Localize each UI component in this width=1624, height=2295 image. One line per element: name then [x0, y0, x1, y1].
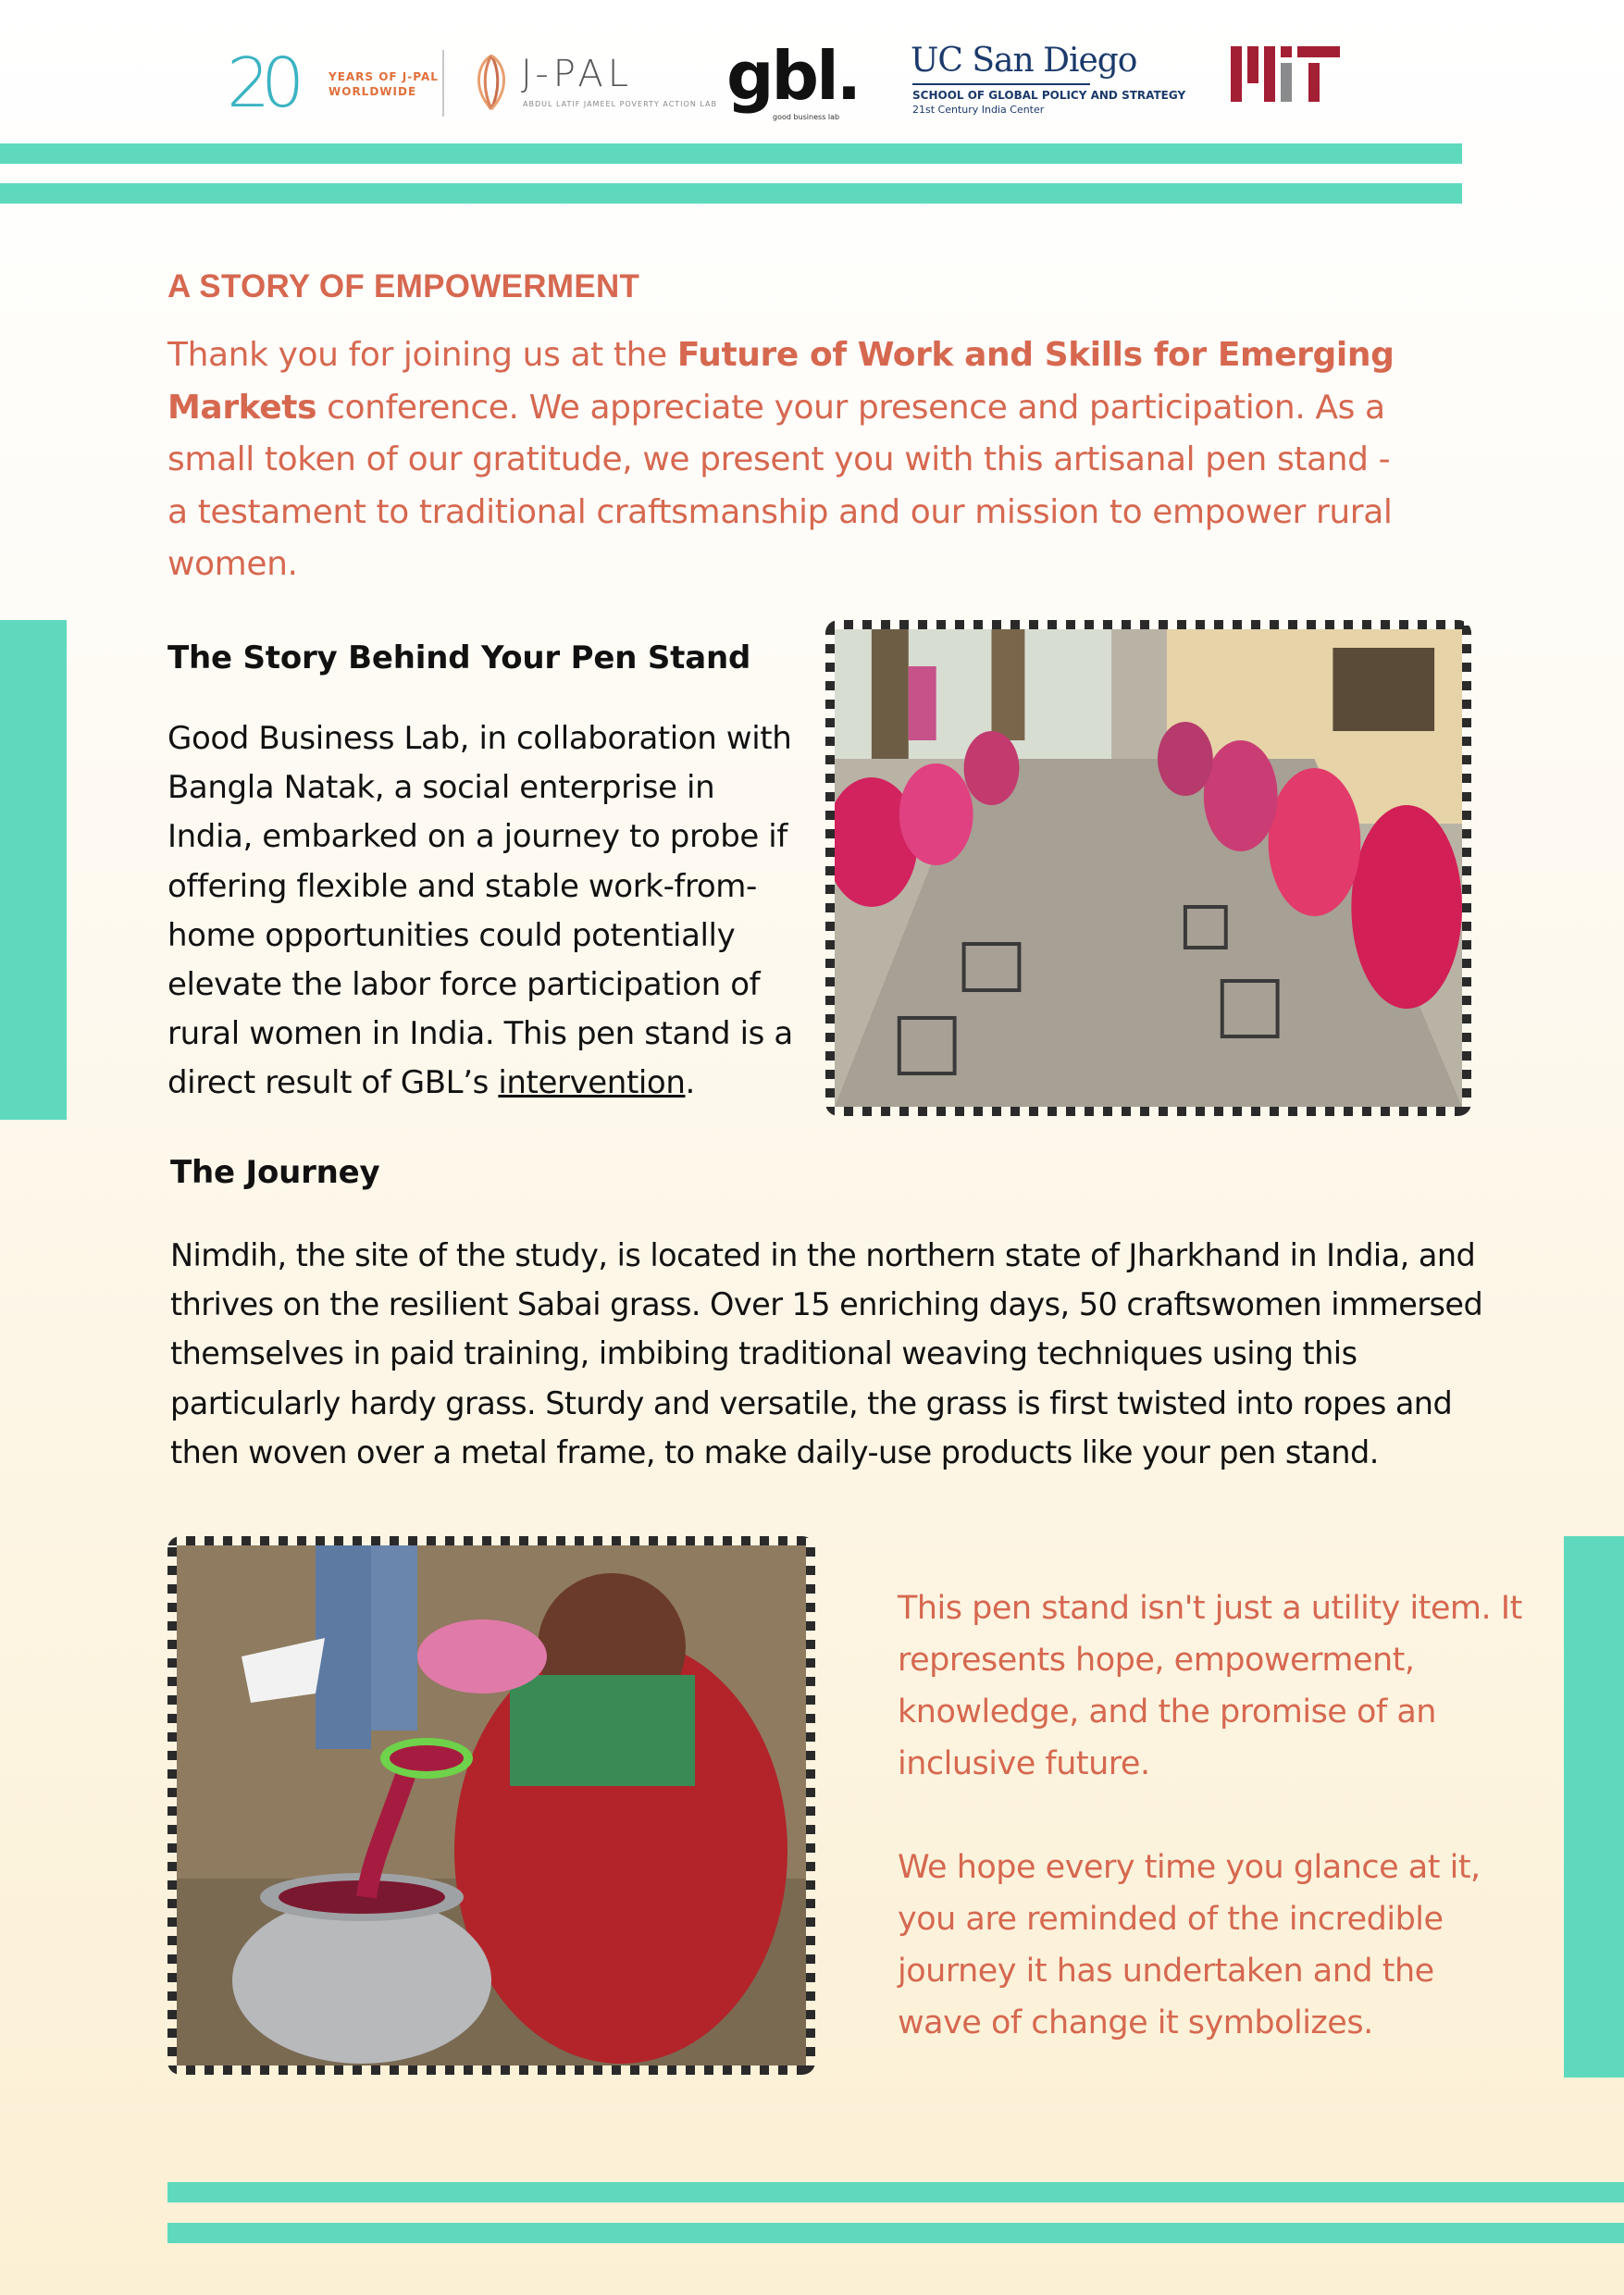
- weaving-workshop-photo: [825, 620, 1471, 1116]
- weaving-scene-image: [835, 629, 1462, 1107]
- top-stripe-2: [0, 183, 1462, 204]
- left-accent-bar: [0, 620, 67, 1120]
- story-end: .: [685, 1064, 695, 1102]
- closing-paragraph-2: We hope every time you glance at it, you are reminded of the incredible journey it has undertaken and the wave of change it symbolizes.: [898, 1849, 1481, 2041]
- page-heading: A STORY OF EMPOWERMENT: [167, 268, 640, 304]
- logo-divider: [442, 50, 444, 117]
- bottom-stripe-2: [167, 2223, 1624, 2243]
- conference-name: Future of Work and Skills for Emerging Markets: [167, 336, 1395, 427]
- gbl-subtitle: good business lab: [773, 113, 840, 121]
- ucsd-name: UC San Diego: [911, 42, 1137, 80]
- intro-text-before: Thank you for joining us at the: [167, 336, 677, 374]
- dyeing-scene-image: [177, 1545, 806, 2066]
- closing-paragraph-1: This pen stand isn't just a utility item. It represents hope, empowerment, knowledge, and the promise of an inclusive future.: [898, 1590, 1522, 1782]
- story-paragraph: [167, 714, 797, 1109]
- intro-text-after: conference. We appreciate your presence and participation. As a small token of our gratitude, we present you with this artisanal pen stand - a testament to traditional craftsmanship and our mission to empower rural women.: [167, 388, 1393, 583]
- gbl-name: gbl.: [726, 37, 860, 115]
- paragraph-spacer: [898, 1790, 1527, 1842]
- dyeing-process-photo: [167, 1536, 815, 2075]
- right-accent-bar: [1564, 1536, 1624, 2078]
- intro-paragraph: [167, 329, 1407, 591]
- top-stripe-1: [0, 143, 1462, 164]
- jpal-20-line2: WORLDWIDE: [329, 85, 417, 98]
- jpal-swirl-icon: [467, 52, 515, 113]
- journey-paragraph: Nimdih, the site of the study, is located in the northern state of Jharkhand in India, and thrives on the resilient Sabai grass. Over 15 enriching days, 50 craftswomen immersed themselves in paid training, imbibing traditional weaving techniques using this particularly hardy grass. Sturdy and versatile, the grass is first twisted into ropes and then woven over a metal frame, to make daily-use products like your pen stand.: [170, 1237, 1483, 1470]
- jpal-name: J-PAL: [521, 53, 634, 95]
- story-section-title: The Story Behind Your Pen Stand: [167, 639, 751, 676]
- intervention-link[interactable]: intervention: [498, 1064, 686, 1102]
- jpal-20-digits: 20: [227, 43, 296, 123]
- jpal-subtitle: ABDUL LATIF JAMEEL POVERTY ACTION LAB: [523, 100, 717, 108]
- bottom-stripe-1: [167, 2182, 1624, 2202]
- jpal-20-years-logo: [227, 44, 444, 122]
- ucsd-logo: [911, 41, 1188, 124]
- ucsd-underline: [912, 83, 1090, 85]
- mit-logo: [1231, 46, 1342, 107]
- gbl-logo: [726, 37, 860, 130]
- jpal-logo: [467, 48, 717, 122]
- logo-bar: [0, 37, 1624, 139]
- story-text: Good Business Lab, in collaboration with Bangla Natak, a social enterprise in India, embarked on a journey to probe if offering flexible and stable work-from-home opportunities could potentially elevate the labor force participation of rural women in India. This pen stand is a direct result of GBL’s: [167, 720, 793, 1102]
- jpal-20-line1: YEARS OF J-PAL: [329, 70, 439, 83]
- ucsd-center: 21st Century India Center: [912, 104, 1045, 116]
- closing-message: [898, 1582, 1527, 2049]
- journey-section-title: The Journey: [170, 1154, 380, 1191]
- ucsd-school: SCHOOL OF GLOBAL POLICY AND STRATEGY: [912, 89, 1186, 102]
